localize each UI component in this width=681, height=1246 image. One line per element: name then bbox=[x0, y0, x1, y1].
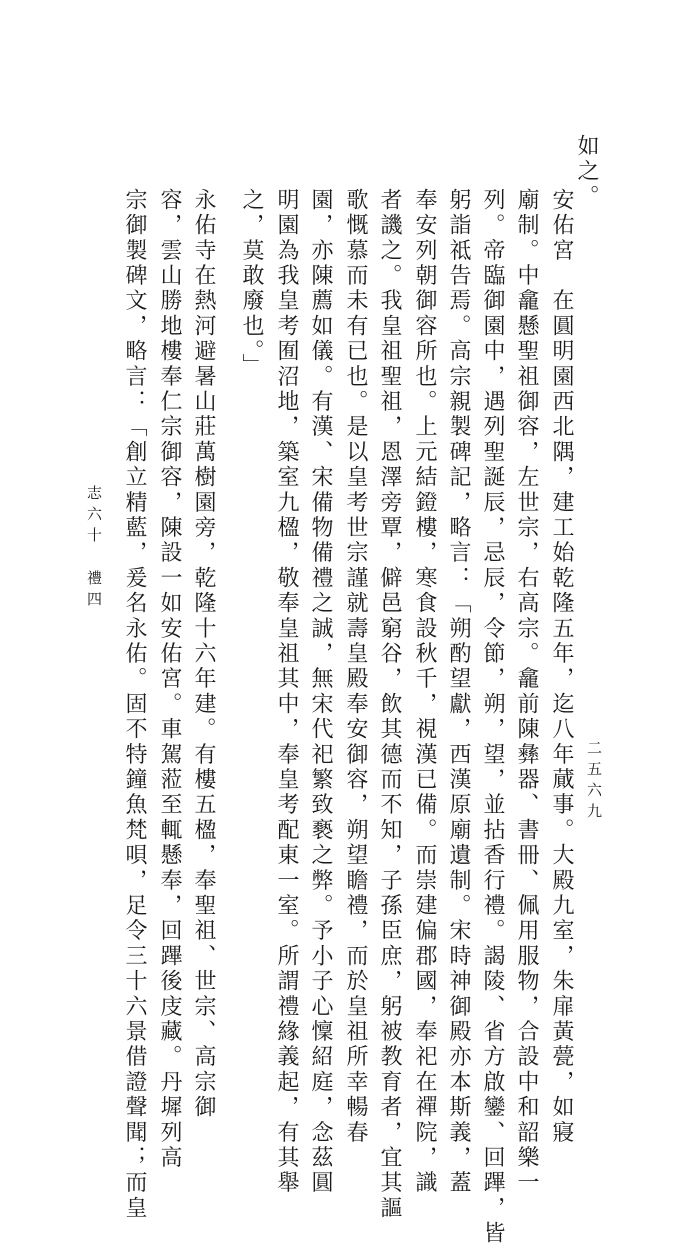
text-column-8: 者譏之。我皇祖聖祖，恩澤旁覃，僻邑窮谷，飲其德而不知，子孫臣庶，躬被教育者，宜其謳 bbox=[377, 188, 402, 1222]
text-column-11: 明園為我皇考囿沼地，築室九楹，敬奉皇祖其中，奉皇考配東一室。所謂禮緣義起，有其舉 bbox=[274, 188, 299, 1196]
header-section: 禮四 bbox=[85, 570, 103, 612]
text-column-1: 如之。 bbox=[574, 134, 599, 210]
text-column-6: 躬詣祗告焉。高宗親製碑記，略言：「朔酌望獻，西漢原廟遺制。宋時神御殿亦本斯義，蓋 bbox=[446, 188, 471, 1196]
text-column-9: 歌慨慕而未有已也。是以皇考世宗謹就壽皇殿奉安御容，朔望瞻禮，而於皇祖所幸暢春 bbox=[343, 188, 368, 1146]
text-column-16: 宗御製碑文，略言：「創立精藍，爰名永佑。固不特鐘魚梵唄，足令三十六景借證聲聞；而皇 bbox=[122, 188, 147, 1222]
text-column-10: 園，亦陳薦如儀。有漢、宋備物備禮之誠，無宋代祀繁致褻之弊。予小子心懍紹庭，念茲圓 bbox=[308, 188, 333, 1196]
text-column-4: 廟制。中龕懸聖祖御容，左世宗，右高宗。龕前陳彝器、書冊、佩用服物，合設中和韶樂一 bbox=[514, 188, 539, 1196]
text-column-14: 永佑寺在熱河避暑山莊萬樹園旁，乾隆十六年建。有樓五楹，奉聖祖、世宗、高宗御 bbox=[191, 188, 216, 1121]
page-number: 二五六九 bbox=[585, 740, 603, 824]
text-column-3: 安佑宮 在圓明園西北隅，建工始乾隆五年，迄八年蕆事。大殿九室，朱扉黃甍，如寢 bbox=[549, 188, 574, 1146]
header-volume: 志六十 bbox=[85, 485, 103, 548]
text-column-15: 容，雲山勝地樓奉仁宗御容，陳設一如安佑宮。車駕蒞至輒懸奉，回蹕後庋藏。丹墀列高 bbox=[157, 188, 182, 1171]
text-column-7: 奉安列朝御容所也。上元結鐙樓，寒食設秋千，視漢已備。而崇建偏郡國，奉祀在禪院，識 bbox=[412, 188, 437, 1196]
text-column-5: 列。帝臨御園中，遇列聖誕辰，忌辰，令節，朔，望，並拈香行禮。謁陵、省方啟鑾、回蹕，皆 bbox=[480, 188, 505, 1246]
text-column-12: 之，莫敢廢也。」 bbox=[239, 188, 264, 379]
